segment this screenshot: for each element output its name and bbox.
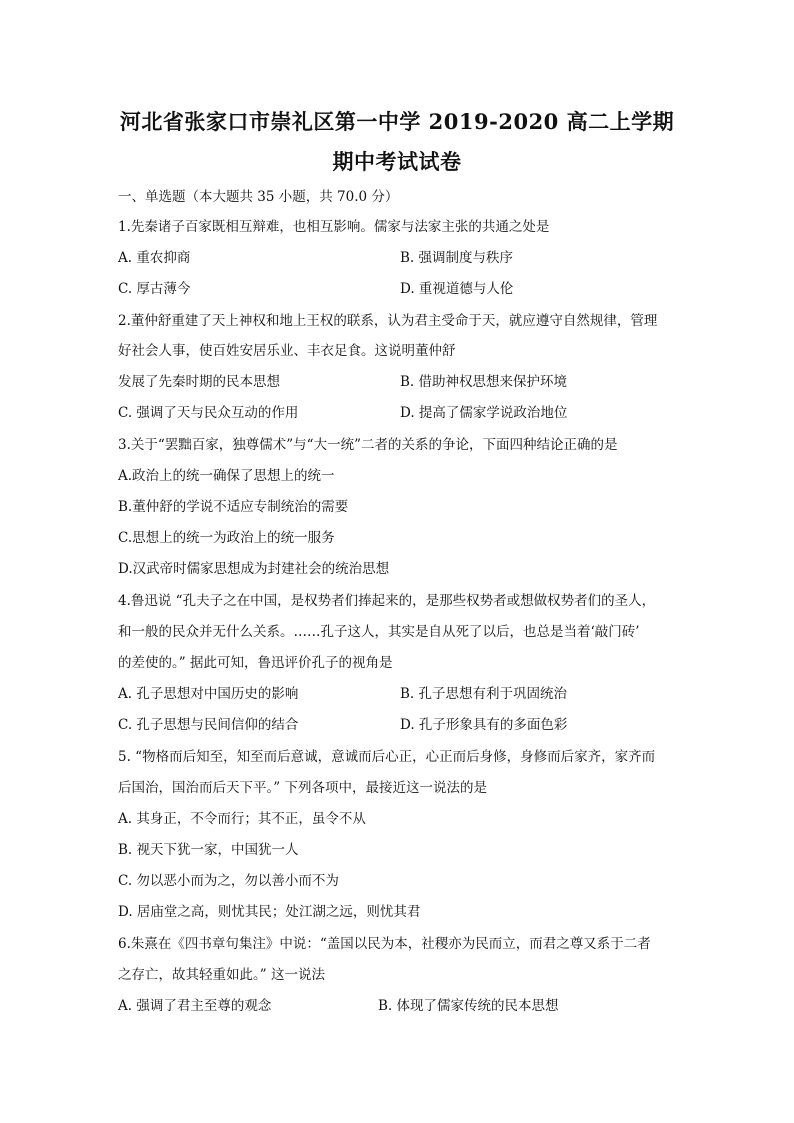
q6-option-b: B. 体现了儒家传统的民本思想	[378, 998, 559, 1014]
q4-option-a: A. 孔子思想对中国历史的影响	[118, 686, 299, 702]
q4-stem-line2: 和一般的民众并无什么关系。……孔子这人，其实是自从死了以后，也总是当着‘敲门砖’	[118, 624, 640, 640]
q5-stem-line1: 5. “物格而后知至，知至而后意诚，意诚而后心正，心正而后身修，身修而后家齐，家齐而	[118, 749, 656, 765]
q2-option-b: B. 借助神权思想来保护环境	[400, 374, 568, 390]
q3-stem: 3.关于“罢黜百家，独尊儒术”与“大一统”二者的关系的争论，下面四种结论正确的是	[118, 437, 618, 453]
q4-option-d: D. 孔子形象具有的多面色彩	[400, 717, 568, 733]
q2-stem-line2: 好社会人事，使百姓安居乐业、丰衣足食。这说明董仲舒	[118, 343, 456, 359]
q3-option-c: C.思想上的统一为政治上的统一服务	[118, 530, 335, 546]
q5-option-d: D. 居庙堂之高，则忧其民；处江湖之远，则忧其君	[118, 904, 421, 920]
q4-stem-line1: 4.鲁迅说 “孔夫子之在中国，是权势者们捧起来的，是那些权势者或想做权势者们的圣人，	[118, 593, 656, 609]
exam-title-line2: 期中考试试卷	[332, 149, 462, 174]
q2-option-d: D. 提高了儒家学说政治地位	[400, 405, 568, 421]
q6-stem-line1: 6.朱熹在《四书章句集注》中说：“盖国以民为本，社稷亦为民而立，而君之尊又系于二者	[118, 936, 651, 952]
q1-stem: 1.先秦诸子百家既相互辩难，也相互影响。儒家与法家主张的共通之处是	[118, 219, 550, 235]
q4-option-c: C. 孔子思想与民间信仰的结合	[118, 717, 299, 733]
q3-option-d: D.汉武帝时儒家思想成为封建社会的统治思想	[118, 561, 390, 577]
q1-option-a: A. 重农抑商	[118, 250, 191, 266]
q6-stem-line2: 之存亡，故其轻重如此。” 这一说法	[118, 967, 325, 983]
q3-option-a: A.政治上的统一确保了思想上的统一	[118, 468, 335, 484]
q5-option-c: C. 勿以恶小而为之，勿以善小而不为	[118, 873, 339, 889]
q6-option-a: A. 强调了君主至尊的观念	[118, 998, 272, 1014]
q2-option-a: 发展了先秦时期的民本思想	[118, 374, 280, 390]
exam-title-line1: 河北省张家口市崇礼区第一中学 2019-2020 高二上学期	[119, 109, 675, 134]
q1-option-b: B. 强调制度与秩序	[400, 250, 514, 266]
q5-option-a: A. 其身正，不令而行；其不正，虽令不从	[118, 811, 366, 827]
q4-stem-line3: 的差使的。” 据此可知，鲁迅评价孔子的视角是	[118, 655, 393, 671]
q5-stem-line2: 后国治，国治而后天下平。” 下列各项中，最接近这一说法的是	[118, 780, 487, 796]
section-heading: 一、单选题（本大题共 35 小题，共 70.0 分）	[118, 189, 399, 205]
q1-option-d: D. 重视道德与人伦	[400, 281, 514, 297]
q4-option-b: B. 孔子思想有利于巩固统治	[400, 686, 568, 702]
q2-option-c: C. 强调了天与民众互动的作用	[118, 405, 299, 421]
q3-option-b: B.董仲舒的学说不适应专制统治的需要	[118, 499, 349, 515]
q5-option-b: B. 视天下犹一家，中国犹一人	[118, 842, 299, 858]
q2-stem-line1: 2.董仲舒重建了天上神权和地上王权的联系，认为君主受命于天，就应遵守自然规律，管理	[118, 313, 658, 329]
q1-option-c: C. 厚古薄今	[118, 281, 191, 297]
